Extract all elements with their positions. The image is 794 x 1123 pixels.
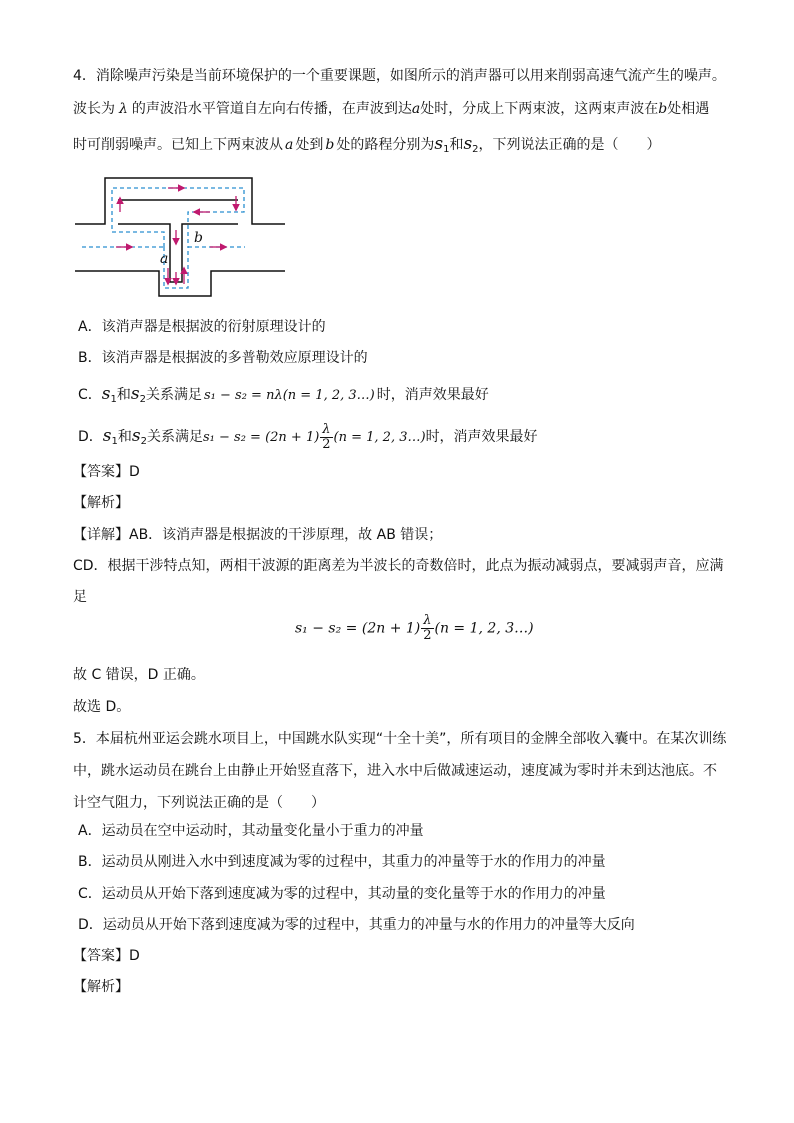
wave-paths [82, 188, 245, 288]
q4-analysis-heading: 【解析】 [73, 495, 129, 511]
q4-conclusion-line1: 故 C 错误，D 正确。 [73, 667, 205, 683]
label-b: b [194, 230, 203, 246]
q4-stem-line1: 4．消除噪声污染是当前环境保护的一个重要课题，如图所示的消声器可以用来削弱高速气流产生的噪声。 [73, 68, 726, 84]
wave-arrows [116, 188, 236, 284]
q4-option-c: C．$s_1$和$s_2$关系满足 s₁ − s₂ = nλ(n = 1, 2, 3…) 时，消声效果最好 [78, 384, 489, 405]
q5-analysis-heading: 【解析】 [73, 979, 129, 995]
q4-formula: s₁ − s₂ = (2n + 1) $\frac{\lambda}{2}$ (n = 1, 2, 3…) [295, 613, 534, 643]
q5-stem-line3: 计空气阻力，下列说法正确的是（ ） [73, 795, 325, 811]
fraction: $\frac{\lambda}{2}$ [322, 421, 331, 452]
q5-option-b: B．运动员从刚进入水中到速度减为零的过程中，其重力的冲量等于水的作用力的冲量 [78, 854, 606, 870]
q5-option-d: D．运动员从开始下落到速度减为零的过程中，其重力的冲量与水的作用力的冲量等大反向 [78, 917, 635, 933]
q4-detail-line1: 【详解】AB．该消声器是根据波的干涉原理，故 AB 错误； [73, 527, 443, 543]
q4-detail-line3: 足 [73, 589, 87, 605]
q5-stem-line1: 5．本届杭州亚运会跳水项目上，中国跳水队实现“十全十美”，所有项目的金牌全部收入囊中。在某次训练 [73, 731, 727, 747]
q4-stem-line2: 波长为 λ 的声波沿水平管道自左向右传播，在声波到达a处时，分成上下两束波，这两束声波在b处相遇 [73, 101, 710, 117]
q5-stem-line2: 中，跳水运动员在跳台上由静止开始竖直落下，进入水中后做减速运动，速度减为零时并未到达池底。不 [73, 763, 717, 779]
q5-option-a: A．运动员在空中运动时，其动量变化量小于重力的冲量 [78, 823, 424, 839]
q4-option-a: A．该消声器是根据波的衍射原理设计的 [78, 319, 326, 335]
q4-conclusion-line2: 故选 D。 [73, 699, 131, 715]
q5-answer: 【答案】D [73, 948, 140, 964]
q4-option-b: B．该消声器是根据波的多普勒效应原理设计的 [78, 350, 368, 366]
pipe-walls [75, 178, 285, 296]
q5-option-c: C．运动员从开始下落到速度减为零的过程中，其动量的变化量等于水的作用力的冲量 [78, 886, 606, 902]
q4-stem-line3: 时可削弱噪声。已知上下两束波从 a 处到 b 处的路程分别为$s_1$和$s_2$，下列说法正确的是（ ） [73, 134, 661, 155]
muffler-figure [70, 172, 320, 302]
q4-answer: 【答案】D [73, 464, 140, 480]
label-a: a [160, 251, 169, 267]
q4-detail-line2: CD．根据干涉特点知，两相干波源的距离差为半波长的奇数倍时，此点为振动减弱点，要减弱声音，应满 [73, 558, 724, 574]
q4-option-d: D．$s_1$和$s_2$关系满足s₁ − s₂ = (2n + 1) $\frac{\lambda}{2}$ (n = 1, 2, 3…)时，消声效果最好 [78, 421, 538, 452]
